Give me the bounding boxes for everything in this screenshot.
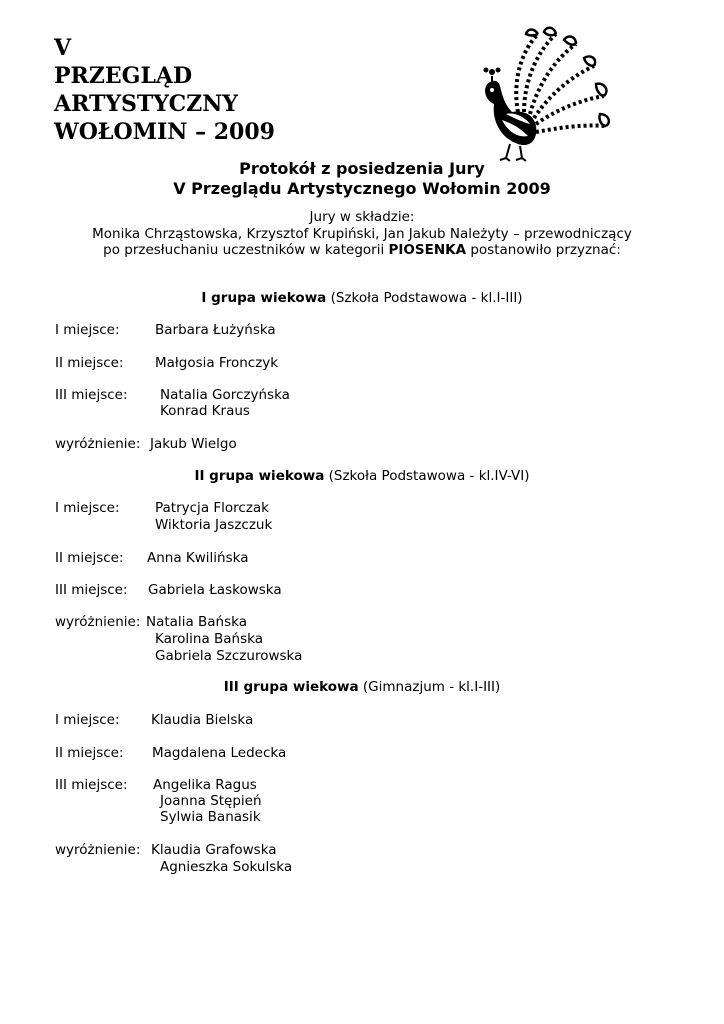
award-label: II miejsce: <box>55 550 124 566</box>
award-name: Natalia Bańska <box>146 614 247 630</box>
banner-line: V <box>54 35 72 61</box>
award-name: Gabriela Łaskowska <box>148 582 282 598</box>
group-name: II grupa wiekowa <box>194 468 325 484</box>
award-name: Magdalena Ledecka <box>152 745 287 761</box>
jury-intro: Jury w składzie: <box>309 209 415 225</box>
document-subtitle: V Przeglądu Artystycznego Wołomin 2009 <box>173 179 551 198</box>
group-heading <box>0 290 724 307</box>
award-name: Jakub Wielgo <box>150 436 237 452</box>
award-name: Klaudia Grafowska <box>151 842 277 858</box>
peacock-icon <box>472 20 612 162</box>
award-label: III miejsce: <box>55 387 128 403</box>
award-label: wyróżnienie: <box>55 614 141 630</box>
award-label: II miejsce: <box>55 745 124 761</box>
category-name: PIOSENKA <box>388 242 467 258</box>
document-title: Protokół z posiedzenia Jury <box>239 159 485 178</box>
group-heading <box>0 468 724 485</box>
banner-line: PRZEGLĄD <box>54 63 193 89</box>
award-name: Konrad Kraus <box>160 403 250 419</box>
award-name: Anna Kwilińska <box>147 550 249 566</box>
jury-members: Monika Chrząstowska, Krzysztof Krupiński, Jan Jakub Należyty – przewodniczący <box>92 226 632 242</box>
group-detail: (Szkoła Podstawowa - kl.IV-VI) <box>324 468 530 484</box>
award-name: Patrycja Florczak <box>155 500 270 516</box>
group-detail: (Szkoła Podstawowa - kl.I-III) <box>326 290 523 306</box>
award-label: II miejsce: <box>55 355 124 371</box>
award-name: Karolina Bańska <box>155 631 263 647</box>
banner-line: ARTYSTYCZNY <box>54 91 239 117</box>
group-heading <box>0 679 724 696</box>
award-name: Gabriela Szczurowska <box>155 648 303 664</box>
award-name: Agnieszka Sokulska <box>160 859 293 875</box>
jury-decision <box>0 242 724 259</box>
award-name: Barbara Łużyńska <box>155 322 276 338</box>
award-name: Joanna Stępień <box>160 793 262 809</box>
award-label: III miejsce: <box>55 582 128 598</box>
award-label: wyróżnienie: <box>55 436 141 452</box>
award-label: I miejsce: <box>55 322 120 338</box>
decision-prefix: po przesłuchaniu uczestników w kategorii <box>103 242 389 258</box>
award-name: Natalia Gorczyńska <box>160 387 290 403</box>
banner-line: WOŁOMIN – 2009 <box>54 119 275 145</box>
award-name: Wiktoria Jaszczuk <box>155 517 273 533</box>
event-banner <box>54 34 275 146</box>
award-label: wyróżnienie: <box>55 842 141 858</box>
award-label: I miejsce: <box>55 712 120 728</box>
group-name: I grupa wiekowa <box>201 290 327 306</box>
award-name: Angelika Ragus <box>153 777 257 793</box>
award-label: III miejsce: <box>55 777 128 793</box>
award-name: Klaudia Bielska <box>151 712 254 728</box>
group-name: III grupa wiekowa <box>223 679 359 695</box>
award-name: Małgosia Fronczyk <box>155 355 279 371</box>
group-detail: (Gimnazjum - kl.I-III) <box>358 679 501 695</box>
decision-suffix: postanowiło przyznać: <box>466 242 621 258</box>
award-label: I miejsce: <box>55 500 120 516</box>
award-name: Sylwia Banasik <box>160 809 261 825</box>
